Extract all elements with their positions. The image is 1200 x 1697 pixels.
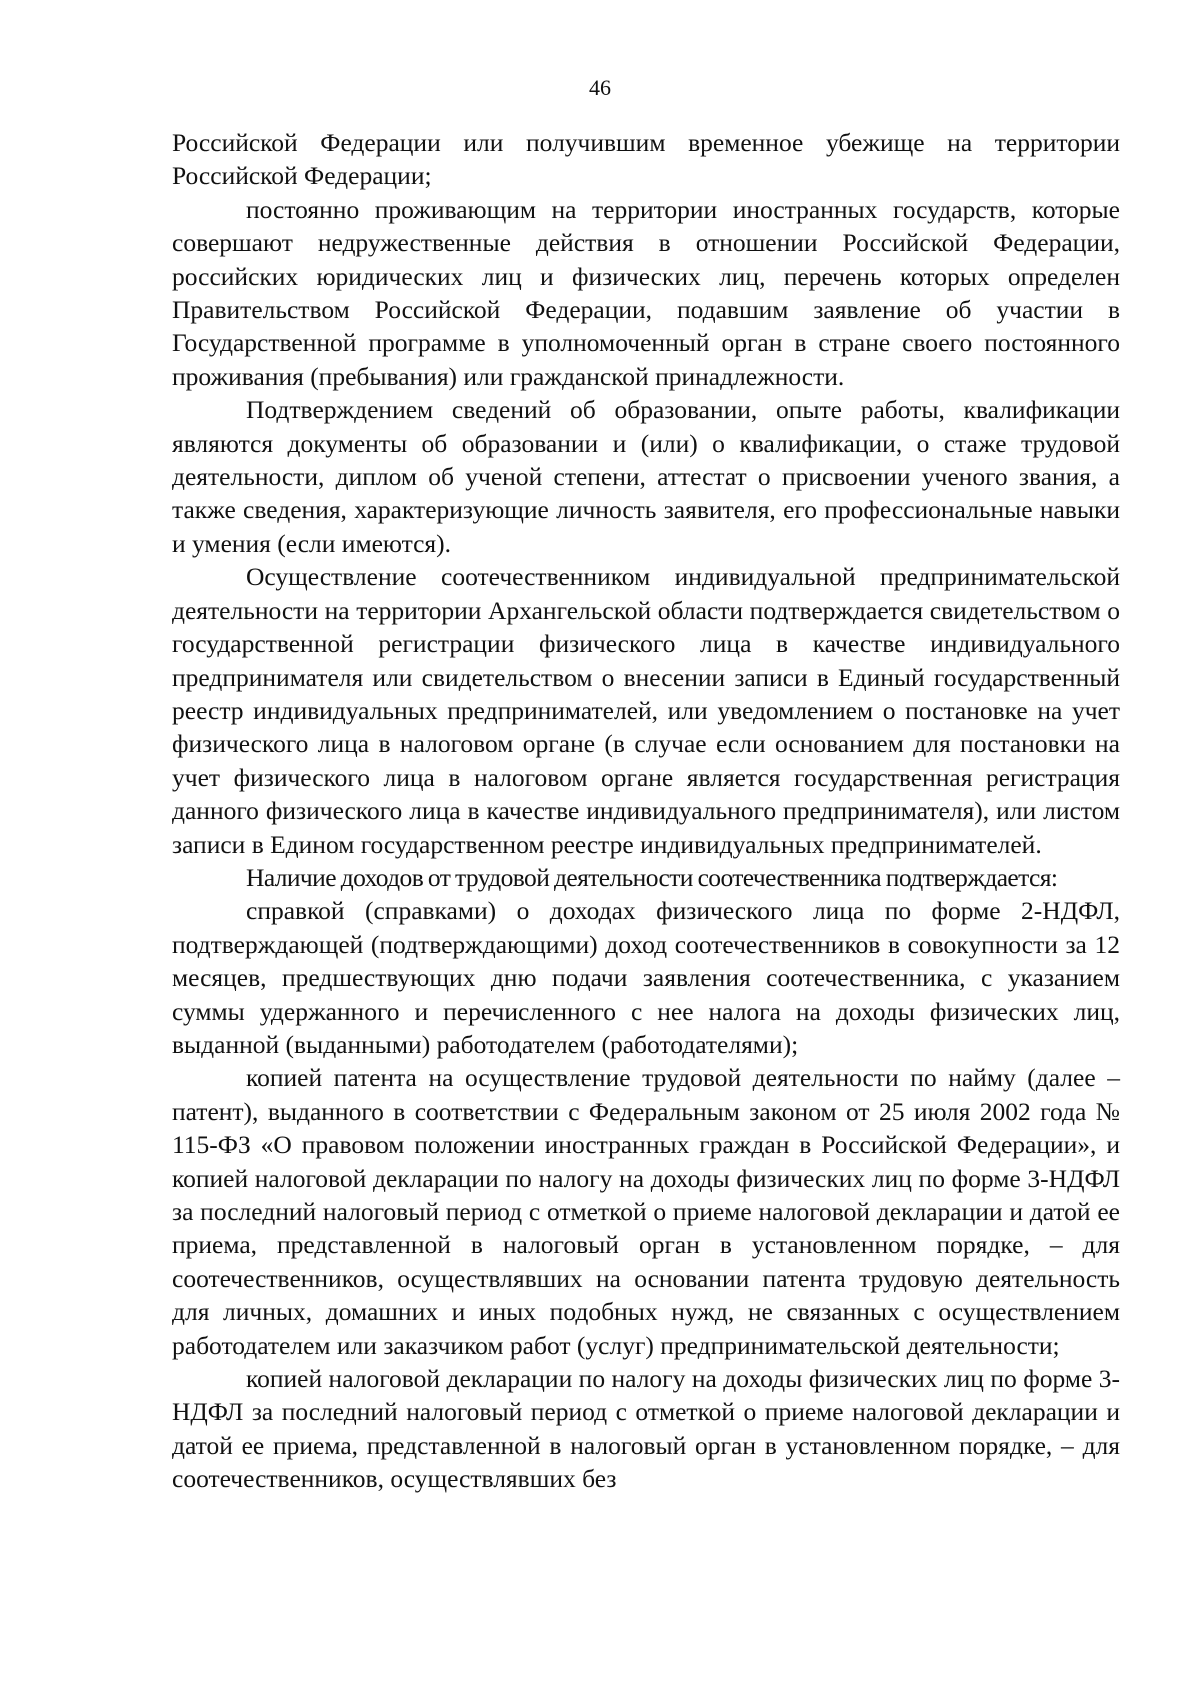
paragraph-income-certificate: справкой (справками) о доходах физического лица по форме 2-НДФЛ, подтверждающей (подтверждающими) доход соотечественников в совокупности за 12 месяцев, предшествующих дню подачи заявления соотечественника, с указанием суммы удержанного и перечисленного с нее налога на доходы физических лиц, выданной (выданными) работодателем (работодателями); (172, 896, 1120, 1059)
paragraph-foreign-residents: постоянно проживающим на территории иностранных государств, которые совершают недружественные действия в отношении Российской Федерации, российских юридических лиц и физических лиц, перечень которых определен Правительством Российской Федерации, подавшим заявление об участии в Государственной программе в уполномоченный орган в стране своего постоянного проживания (пребывания) или гражданской принадлежности. (172, 194, 1120, 391)
paragraph-patent-copy: копией патента на осуществление трудовой деятельности по найму (далее – патент), выданного в соответствии с Федеральным законом от 25 июля 2002 года № 115-ФЗ «О правовом положении иностранных граждан в Российской Федерации», и копией налоговой декларации по налогу на доходы физических лиц по форме 3-НДФЛ за последний налоговый период с отметкой о приеме налоговой декларации и датой ее приема, представленной в налоговый орган в установленном порядке, – для соотечественников, осуществлявших на основании патента трудовую деятельность для личных, домашних и иных подобных нужд, не связанных с осуществлением работодателем или заказчиком работ (услуг) предпринимательской деятельности; (172, 1063, 1120, 1360)
document-body (172, 126, 1120, 1496)
paragraph-education-confirmation: Подтверждением сведений об образовании, опыте работы, квалификации являются документы об образовании и (или) о квалификации, о стаже трудовой деятельности, диплом об ученой степени, аттестат о присвоении ученого звания, а также сведения, характеризующие личность заявителя, его профессиональные навыки и умения (если имеются). (172, 395, 1120, 558)
paragraph-continuation: Российской Федерации или получившим временное убежище на территории Российской Федерации; (172, 128, 1120, 191)
paragraph-entrepreneurship-confirmation: Осуществление соотечественником индивидуальной предпринимательской деятельности на территории Архангельской области подтверждается свидетельством о государственной регистрации физического лица в качестве индивидуального предпринимателя или свидетельством о внесении записи в Единый государственный реестр индивидуальных предпринимателей, или уведомлением о постановке на учет физического лица в налоговом органе (в случае если основанием для постановки на учет физического лица в налоговом органе является государственная регистрация данного физического лица в качестве индивидуального предпринимателя), или листом записи в Едином государственном реестре индивидуальных предпринимателей. (172, 562, 1120, 859)
paragraph-income-intro: Наличие доходов от трудовой деятельности соотечественника подтверждается: (246, 862, 1058, 892)
paragraph-tax-declaration: копией налоговой декларации по налогу на доходы физических лиц по форме 3-НДФЛ за последний налоговый период с отметкой о приеме налоговой декларации и датой ее приема, представленной в налоговый орган в установленном порядке, – для соотечественников, осуществлявших без (172, 1364, 1120, 1494)
page-number: 46 (589, 75, 611, 100)
